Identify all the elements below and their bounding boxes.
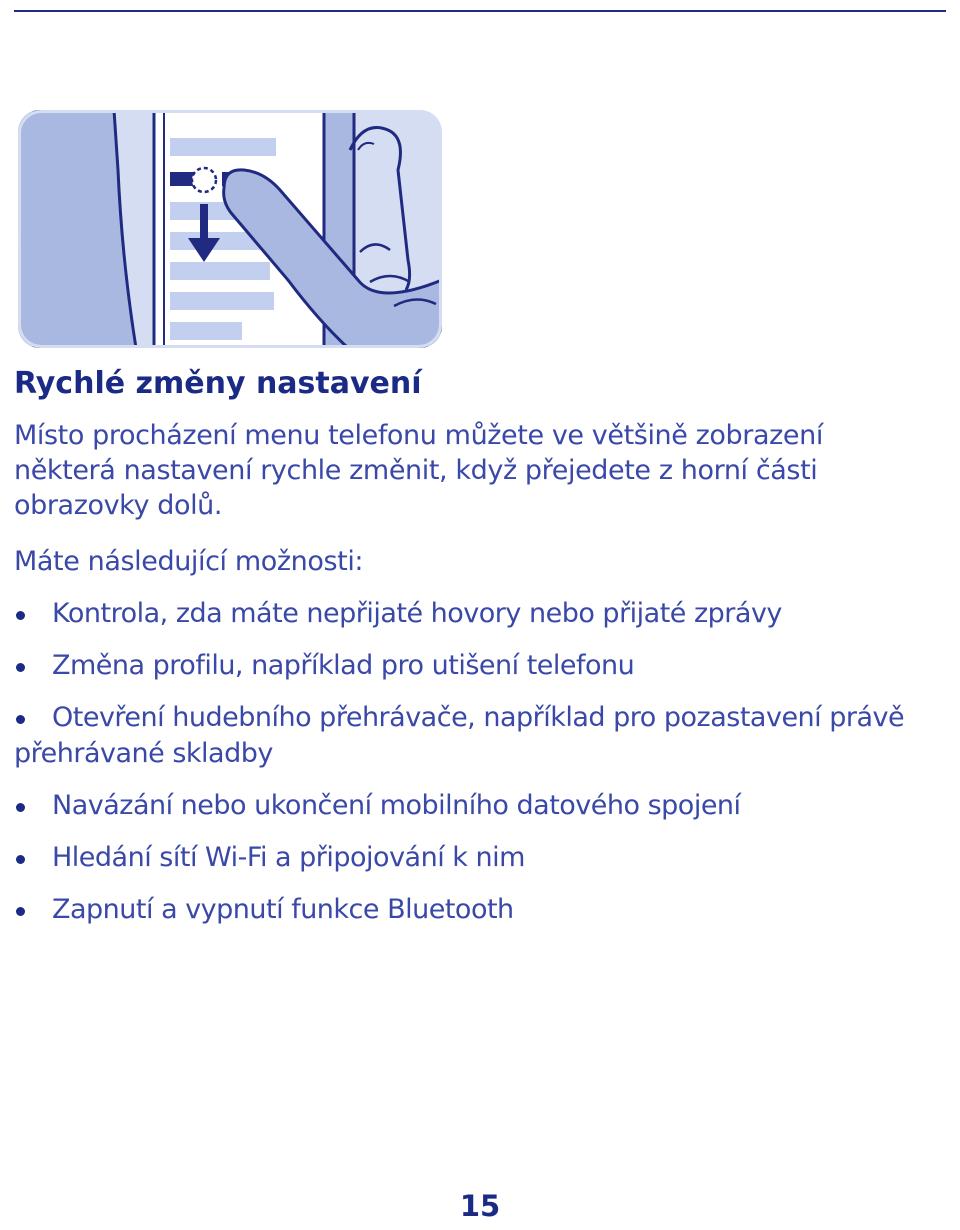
list-item bbox=[14, 700, 949, 772]
list-item-text: Kontrola, zda máte nepřijaté hovory nebo přijaté zprávy bbox=[52, 598, 782, 629]
options-label: Máte následující možnosti: bbox=[14, 546, 364, 577]
bullet-icon bbox=[16, 611, 25, 620]
section-heading: Rychlé změny nastavení bbox=[14, 366, 422, 401]
bullet-icon bbox=[16, 663, 25, 672]
list-item bbox=[14, 892, 949, 928]
bullet-icon bbox=[16, 907, 25, 916]
options-list bbox=[14, 596, 949, 944]
bullet-icon bbox=[16, 715, 25, 724]
list-item-text: Otevření hudebního přehrávače, například pro pozastavení právě přehrávané skladby bbox=[14, 702, 905, 769]
list-item bbox=[14, 648, 949, 684]
bullet-icon bbox=[16, 803, 25, 812]
list-item-text: Navázání nebo ukončení mobilního datového spojení bbox=[52, 790, 741, 821]
intro-paragraph: Místo procházení menu telefonu můžete ve většině zobrazení některá nastavení rychle změnit, když přejedete z horní části obrazovky dolů. bbox=[14, 420, 823, 521]
list-item-text: Hledání sítí Wi-Fi a připojování k nim bbox=[52, 842, 525, 873]
top-rule bbox=[14, 10, 946, 12]
swipe-down-illustration bbox=[18, 110, 442, 348]
list-item bbox=[14, 596, 949, 632]
bullet-icon bbox=[16, 855, 25, 864]
list-item-text: Zapnutí a vypnutí funkce Bluetooth bbox=[52, 894, 514, 925]
page-number: 15 bbox=[459, 1189, 501, 1223]
list-item bbox=[14, 840, 949, 876]
list-item bbox=[14, 788, 949, 824]
list-item-text: Změna profilu, například pro utišení telefonu bbox=[52, 650, 635, 681]
